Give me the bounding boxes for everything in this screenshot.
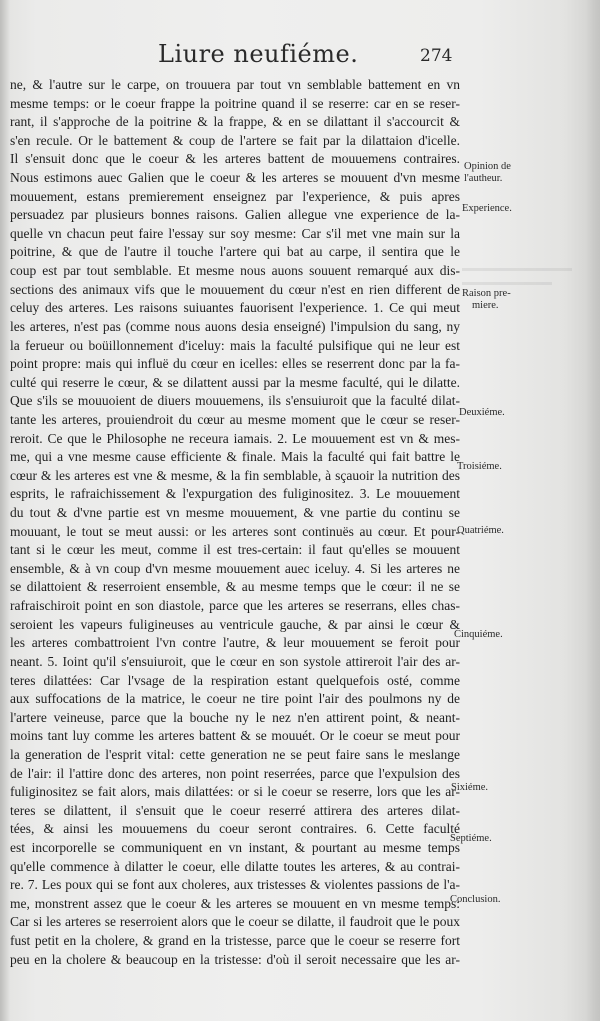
margin-note-opinion [464, 161, 511, 185]
text-line: peu en la cholere & beaucoup en la tristesse: d'où il seroit necessaire que les ar- [10, 951, 460, 967]
text-line: point propre: mais qui influë du cœur en icelles: elles se reserrent donc par la fa- [10, 356, 460, 372]
margin-note-line: Experience. [462, 203, 512, 214]
text-line: neant. 5. Ioint qu'il s'ensuiuroit, que le cœur en son systole attireroit l'air des ar- [10, 653, 460, 669]
text-line: celuy des arteres. Les raisons suiuantes fauorisent l'experience. 1. Ce qui meut [10, 300, 460, 316]
margin-note-line: Raison pre- [462, 288, 511, 299]
text-line: coup est par tout semblable. Et mesme nous auons souuent remarqué aux dis- [10, 263, 460, 279]
text-line: Il s'ensuit donc que le coeur & les arteres battent de mouuemens contraires. [10, 151, 460, 167]
page-number: 274 [420, 46, 453, 66]
text-line: aux suffocations de la matrice, le coeur ne tire point l'air des poulmons ny de [10, 691, 460, 707]
text-line: mouuant, le tout se meut aussi: or les arteres sont continuës au cœur. Et pour- [10, 523, 460, 539]
margin-note-quatrieme [457, 525, 504, 537]
margin-note-septieme [450, 833, 492, 845]
text-line: fust petit en la cholere, & grand en la tristesse, parce que le coeur se reserre fort [10, 933, 460, 949]
margin-note-conclusion [450, 894, 500, 906]
text-line: de l'air: il l'attire donc des arteres, non point reserrées, parce que l'expulsion des [10, 765, 460, 781]
text-line: tante les arteres, prouiendroit du cœur au mesme moment que le cœur se reser- [10, 411, 460, 427]
text-line: mouuement, estans premierement enseignez par l'experience, & puis apres [10, 188, 460, 204]
margin-note-line: Troisiéme. [457, 461, 502, 472]
text-line: Car si les arteres se reserroient alors que le coeur se dilatte, il faudroit que le poux [10, 914, 460, 930]
text-line: re. 7. Les poux qui se font aux choleres, aux tristesses & violentes passions de l'a- [10, 877, 460, 893]
margin-note-deuxieme [459, 407, 505, 419]
text-line: me, monstrent assez que le coeur & les arteres se mouuent en vn mesme temps: [10, 895, 460, 911]
margin-note-experience [462, 203, 512, 215]
text-line: la ferueur ou boüillonnement d'iceluy: mais la faculté pulsifique qui ne leur est [10, 337, 460, 353]
text-line: ensemble, & à vn coup d'vn mesme mouuement auec iceluy. 4. Si les arteres ne [10, 560, 460, 576]
text-line: rafraischiroit point en son diastole, parce que les arteres se reserrans, elles chas- [10, 598, 460, 614]
margin-note-line: Opinion de [464, 161, 511, 172]
text-line: teres dilattées: Car l'vsage de la respiration estant quelquefois osté, comme [10, 672, 460, 688]
text-line: reroit. Ce que le Philosophe ne receura iamais. 2. Le mouuement est vn & mes- [10, 430, 460, 446]
main-text-block [10, 76, 460, 969]
text-line: l'artere veineuse, parce que la bouche ny le nez n'en attirent point, & neant- [10, 709, 460, 725]
text-line: moins tant luy comme les arteres battent & se mouuét. Or le coeur se meut pour [10, 728, 460, 744]
text-line: sections des animaux vifs que le mouuement du cœur n'est en rien different de [10, 281, 460, 297]
margin-note-line: l'autheur. [464, 173, 503, 184]
text-line: est incorporelle se communiquent en vn instant, & pourtant au mesme temps [10, 839, 460, 855]
text-line: teres se dilattent, il s'ensuit que le coeur reserré attirera des arteres dilat- [10, 802, 460, 818]
text-line: Nous estimons auec Galien que le coeur & les arteres se mouuent d'vn mesme [10, 170, 460, 186]
text-line: tées, & ainsi les mouuemens du coeur seront contraires. 6. Cette faculté [10, 821, 460, 837]
text-line: cœur & les arteres est vne & mesme, & la fin semblable, à sçauoir la nutrition des [10, 467, 460, 483]
page-shadow-left [0, 0, 10, 1021]
text-line: fuliginositez se fait alors, mais dilattées: or si le coeur se reserre, lors que les ar- [10, 784, 460, 800]
text-line: qu'elle commence à dilatter le coeur, elle dilatte toutes les arteres, & au contrai- [10, 858, 460, 874]
text-line: seroient les vapeurs fuligineuses au ventricule gauche, & par ainsi le cœur & [10, 616, 460, 632]
margin-note-line: Septiéme. [450, 833, 492, 844]
text-line: la generation de l'esprit vital: cette generation ne se peut faire sans le meslange [10, 746, 460, 762]
text-line: rant, il s'approche de la poitrine & la frappe, & en se dilattant il s'accourcit & [10, 114, 460, 130]
margin-note-line: Conclusion. [450, 894, 501, 905]
margin-note-troisieme [457, 461, 502, 473]
margin-note-line: Sixiéme. [451, 782, 489, 793]
text-line: les arteres, n'est pas (comme nous auons desia enseigné) l'impulsion du sang, ny [10, 318, 460, 334]
text-line: persuadez par plusieurs bonnes raisons. Galien allegue vne experience de la- [10, 207, 460, 223]
margin-note-line: Deuxiéme. [459, 407, 505, 418]
text-line: s'en recule. Or le battement & coup de l'artere se fait par la dilattaion d'icelle. [10, 132, 460, 148]
text-line: du tout & d'vne partie est vn mesme mouuement, & vne partie du continu se [10, 505, 460, 521]
text-line: esprits, le rafraichissement & l'expurgation des fuliginositez. 3. Le mouuement [10, 486, 460, 502]
text-line: Que s'ils se mouuoient de diuers mouuemens, ils s'ensuiuroit que la faculté dilat- [10, 393, 460, 409]
margin-note-line: Quatriéme. [457, 525, 504, 536]
margin-note-line: Cinquiéme. [454, 629, 503, 640]
text-line: tant si le cœur les meut, comme il est tres-certain: il faut qu'elles se mouuent [10, 542, 460, 558]
text-line: les arteres combattroient l'vn contre l'autre, & leur mouuement se feroit pour [10, 635, 460, 651]
running-header-title: Liure neufiéme. [158, 40, 359, 68]
show-through-smudge [462, 282, 552, 285]
margin-note-sixieme [451, 782, 488, 794]
text-line: poitrine, & que de l'autre il touche l'artere qui bat au carpe, il sentira que le [10, 244, 460, 260]
text-line: ne, & l'autre sur le carpe, on trouuera par tout vn semblable battement en vn [10, 77, 460, 92]
text-line: quelle vn chacun peut faire l'essay sur soy mesme: Car s'il met vne main sur la [10, 225, 460, 241]
text-line: me, qui a vne mesme cause efficiente & finale. Mais la faculté qui fait battre le [10, 449, 460, 465]
margin-note-cinquieme [454, 629, 503, 641]
text-line: mesme temps: or le coeur frappe la poitrine quand il se reserre: car en se reser- [10, 95, 460, 111]
show-through-smudge [462, 268, 572, 271]
margin-note-raison [462, 288, 511, 312]
margin-note-line: miere. [472, 300, 499, 311]
page-shadow-right [586, 0, 600, 1021]
text-line: culté qui reserre le cœur, & se dilattent aussi par la mesme faculté, qui le dilatte. [10, 374, 460, 390]
text-line: se dilattoient & reserroient ensemble, & au mesme temps que le cœur: il ne se [10, 579, 460, 595]
